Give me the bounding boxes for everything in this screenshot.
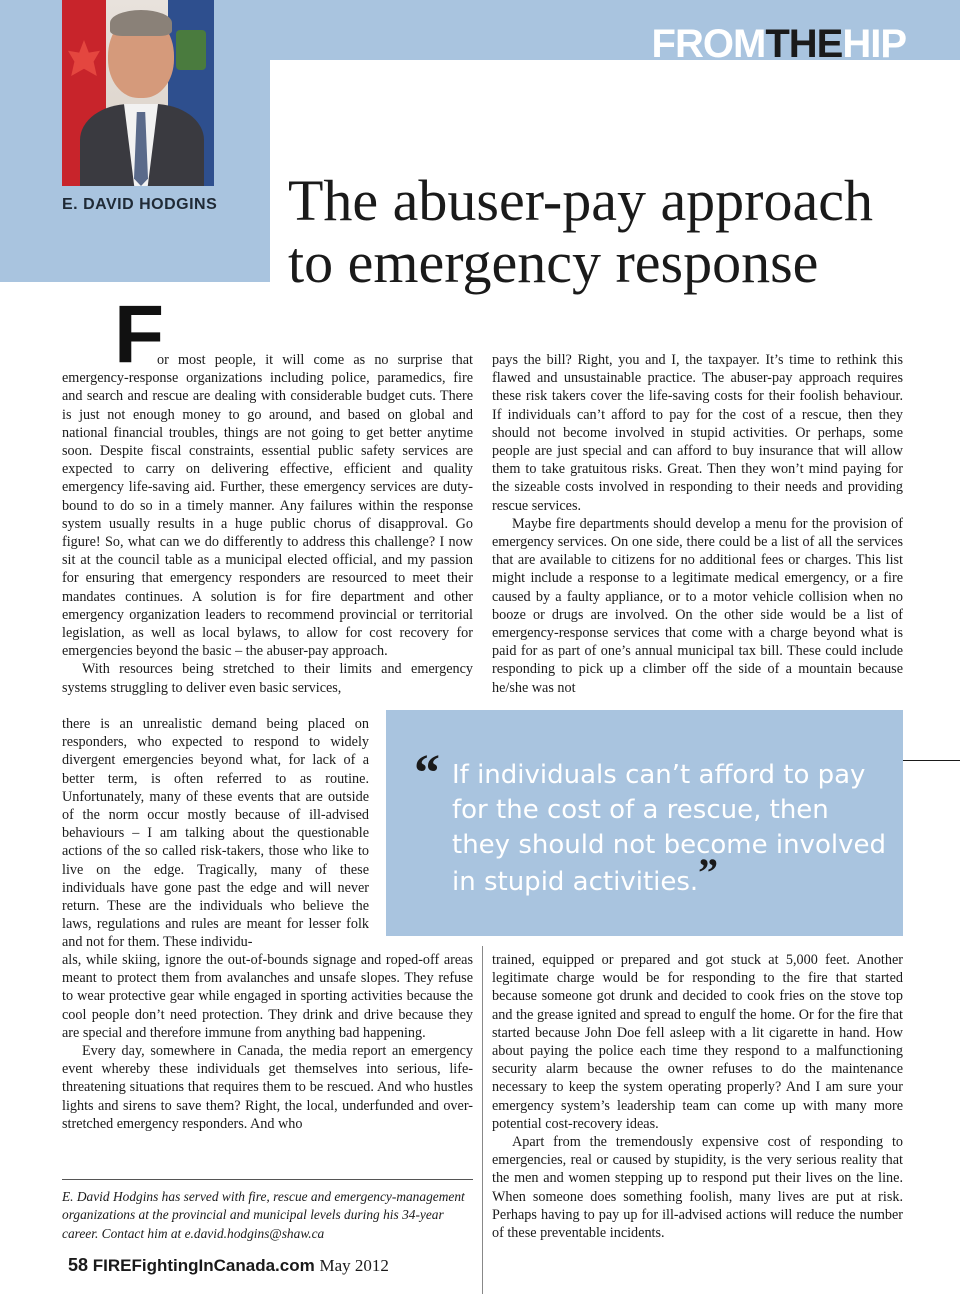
article-column-right-top bbox=[492, 351, 903, 697]
article-column-left-bottom bbox=[62, 951, 473, 1133]
article-paragraph: als, while skiing, ignore the out-of-bounds signage and roped-off areas meant to protect them from avalanches and unsafe slopes. They refuse to wear protective gear while engaged in sporting activities because the cool people don’t need protection. They drink and drive because they are special and therefore immune from anything bad happening. bbox=[62, 952, 473, 1041]
article-paragraph: Apart from the tremendously expensive cost of responding to emergencies, real or caused by stupidity, is the very serious reality that the men and women stepping up to respond put their lives on the line. When someone does something foolish, many lives are put at risk. Perhaps having to pay up for ill-advised actions will reduce the number of these preventable incidents. bbox=[492, 1134, 903, 1242]
headline-line-2: to emergency response bbox=[288, 230, 819, 295]
section-title-hip: HIP bbox=[842, 22, 906, 66]
section-title-the: THE bbox=[765, 22, 843, 66]
page-footer bbox=[68, 1255, 389, 1276]
section-title bbox=[652, 24, 906, 64]
article-paragraph: Maybe fire departments should develop a menu for the provision of emergency services. On one side, there could be a list of all the services that are available to citizens for no additional fees or charges. This list might include a response to a legitimate medical emergency, or a fire caused by a faulty appliance, or to a motor vehicle collision when no booze or drugs are involved. On the other side would be a list of emergency-response services that come with a charge beyond what is paid for as part of one’s annual municipal tax bill. These could include responding to pick up a climber off the side of a mountain because he/she was not bbox=[492, 515, 903, 696]
article-paragraph: Every day, somewhere in Canada, the media report an emergency event whereby these individuals get themselves into serious, life-threatening situations that requires them to be rescued. And who hustles lights and sirens to save them? Right, the local, underfunded and over-stretched emergency responders. And who bbox=[62, 1043, 473, 1132]
section-title-from: FROM bbox=[651, 22, 766, 66]
author-bio: E. David Hodgins has served with fire, rescue and emergency-management organizations at the provincial and municipal levels during his 34-year career. Contact him at e.david.hodgins@shaw.ca bbox=[62, 1189, 465, 1241]
article-paragraph: there is an unrealistic demand being placed on responders, who expected to respond to widely divergent emergencies beyond what, for lack of a better term, is often referred to as routine. Unfortunately, many of these events that are outside of the norm occur mostly because of ill-advised behaviours – I am talking about the questionable actions of the so called risk-takers, those who like to live on the edge. Tragically, many of these individuals have gone past the edge and will never return. These are the individuals who believe the laws, regulations and rules are meant for lesser folk and not for them. These individu- bbox=[62, 716, 369, 951]
pull-quote bbox=[386, 710, 903, 936]
issue-date: May 2012 bbox=[319, 1256, 389, 1275]
pull-quote-text: If individuals can’t afford to pay for the cost of a rescue, then they should not become involved in stupid activities.” bbox=[452, 760, 886, 897]
pull-quote-rule bbox=[903, 760, 960, 761]
close-quote-mark: ” bbox=[698, 850, 719, 895]
article-paragraph: pays the bill? Right, you and I, the taxpayer. It’s time to rethink this flawed and unsustainable practice. The abuser-pay approach requires these risk takers cover the life-saving costs for their foolish behaviour. If individuals can’t afford to pay for the cost of a rescue, then they should not become involved in stupid activities. Or perhaps, some people are just special and can afford to buy insurance that will allow them to take gratuitous risks. Great. Then they won’t mind paying for the sizeable costs involved in responding to their needs and providing rescue services. bbox=[492, 352, 903, 514]
page-number: 58 bbox=[68, 1255, 89, 1275]
drop-cap: F bbox=[114, 289, 165, 380]
article-headline bbox=[288, 170, 928, 294]
article-paragraph: With resources being stretched to their limits and emergency systems struggling to deliver even basic services, bbox=[62, 661, 473, 696]
author-byline: E. DAVID HODGINS bbox=[62, 196, 218, 213]
magazine-url: FIREFightingInCanada.com bbox=[92, 1256, 315, 1275]
article-paragraph: trained, equipped or prepared and got stuck at 5,000 feet. Another legitimate charge would be for responding to the fire that started because someone got drunk and decided to cook fries on the stove top and the grease ignited and spread to engulf the home. Or for the fire that started because John Doe fell asleep with a lit cigarette in hand. How about paying the police each time they respond to a malfunctioning security alarm because the owner refuses to do the maintenance necessary to keep the system operating properly? And I am sure your emergency system’s leadership team can come up with many more potential cost-recovery ideas. bbox=[492, 952, 903, 1132]
open-quote-mark: “ bbox=[414, 745, 440, 802]
article-column-right-bottom bbox=[492, 951, 903, 1242]
column-divider bbox=[482, 946, 483, 1294]
bio-divider bbox=[62, 1179, 473, 1180]
article-column-left-middle bbox=[62, 715, 369, 952]
article-column-left-top bbox=[62, 351, 473, 697]
author-photo bbox=[62, 0, 214, 186]
headline-line-1: The abuser-pay approach bbox=[288, 168, 873, 233]
article-paragraph: or most people, it will come as no surprise that emergency-response organizations including police, paramedics, fire and search and rescue are dealing with considerable budget cuts. There is just not enough money to go around, and based on global and national financial troubles, things are not going to get better anytime soon. Despite fiscal constraints, essential public safety services are expected to carry on delivering effective, efficient and quality emergency life-saving aid. Further, these emergency services are duty-bound to do so in a timely manner. Any failures within the response system usually results in a huge public chorus of disapproval. Go figure! So, what can we do differently to address this challenge? I now sit at the council table as a municipal elected official, and my passion for ensuring that emergency responders are resourced to meet their mandates continues. A solution is for fire department and other emergency organization leaders to recommend provincial or territorial legislation, as well as local bylaws, to allow for cost recovery for emergencies beyond the basic – the abuser-pay approach. bbox=[62, 352, 473, 660]
